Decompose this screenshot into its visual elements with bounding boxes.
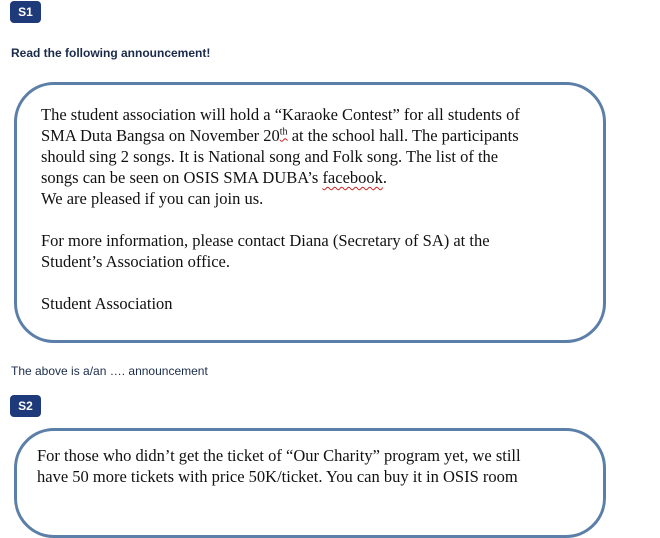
ordinal-suffix: th — [279, 126, 288, 138]
announcement-line: For those who didn’t get the ticket of “Our Charity” program yet, we still — [37, 446, 521, 465]
announcement-line: Student’s Association office. — [41, 252, 230, 271]
announcement-line: For more information, please contact Diana (Secretary of SA) at the — [41, 231, 490, 250]
announcement-line: have 50 more tickets with price 50K/ticket. You can buy it in OSIS room — [37, 467, 518, 486]
question-badge-s2: S2 — [10, 395, 41, 417]
announcement-line: should sing 2 songs. It is National song and Folk song. The list of the — [41, 147, 499, 166]
question-badge-s1: S1 — [10, 1, 41, 23]
announcement-line: The student association will hold a “Karaoke Contest” for all students of — [41, 105, 520, 124]
announcement-signature: Student Association — [41, 294, 173, 313]
announcement-line: SMA Duta Bangsa on November 20th at the school hall. The participants — [41, 126, 519, 145]
question-text: The above is a/an …. announcement — [11, 364, 208, 378]
announcement-box-s1 — [14, 82, 606, 343]
announcement-line: We are pleased if you can join us. — [41, 189, 264, 208]
facebook-word: facebook — [322, 168, 383, 187]
announcement-box-s2 — [14, 428, 606, 538]
instruction-text: Read the following announcement! — [11, 46, 211, 60]
announcement-line: songs can be seen on OSIS SMA DUBA’s facebook. — [41, 168, 388, 187]
